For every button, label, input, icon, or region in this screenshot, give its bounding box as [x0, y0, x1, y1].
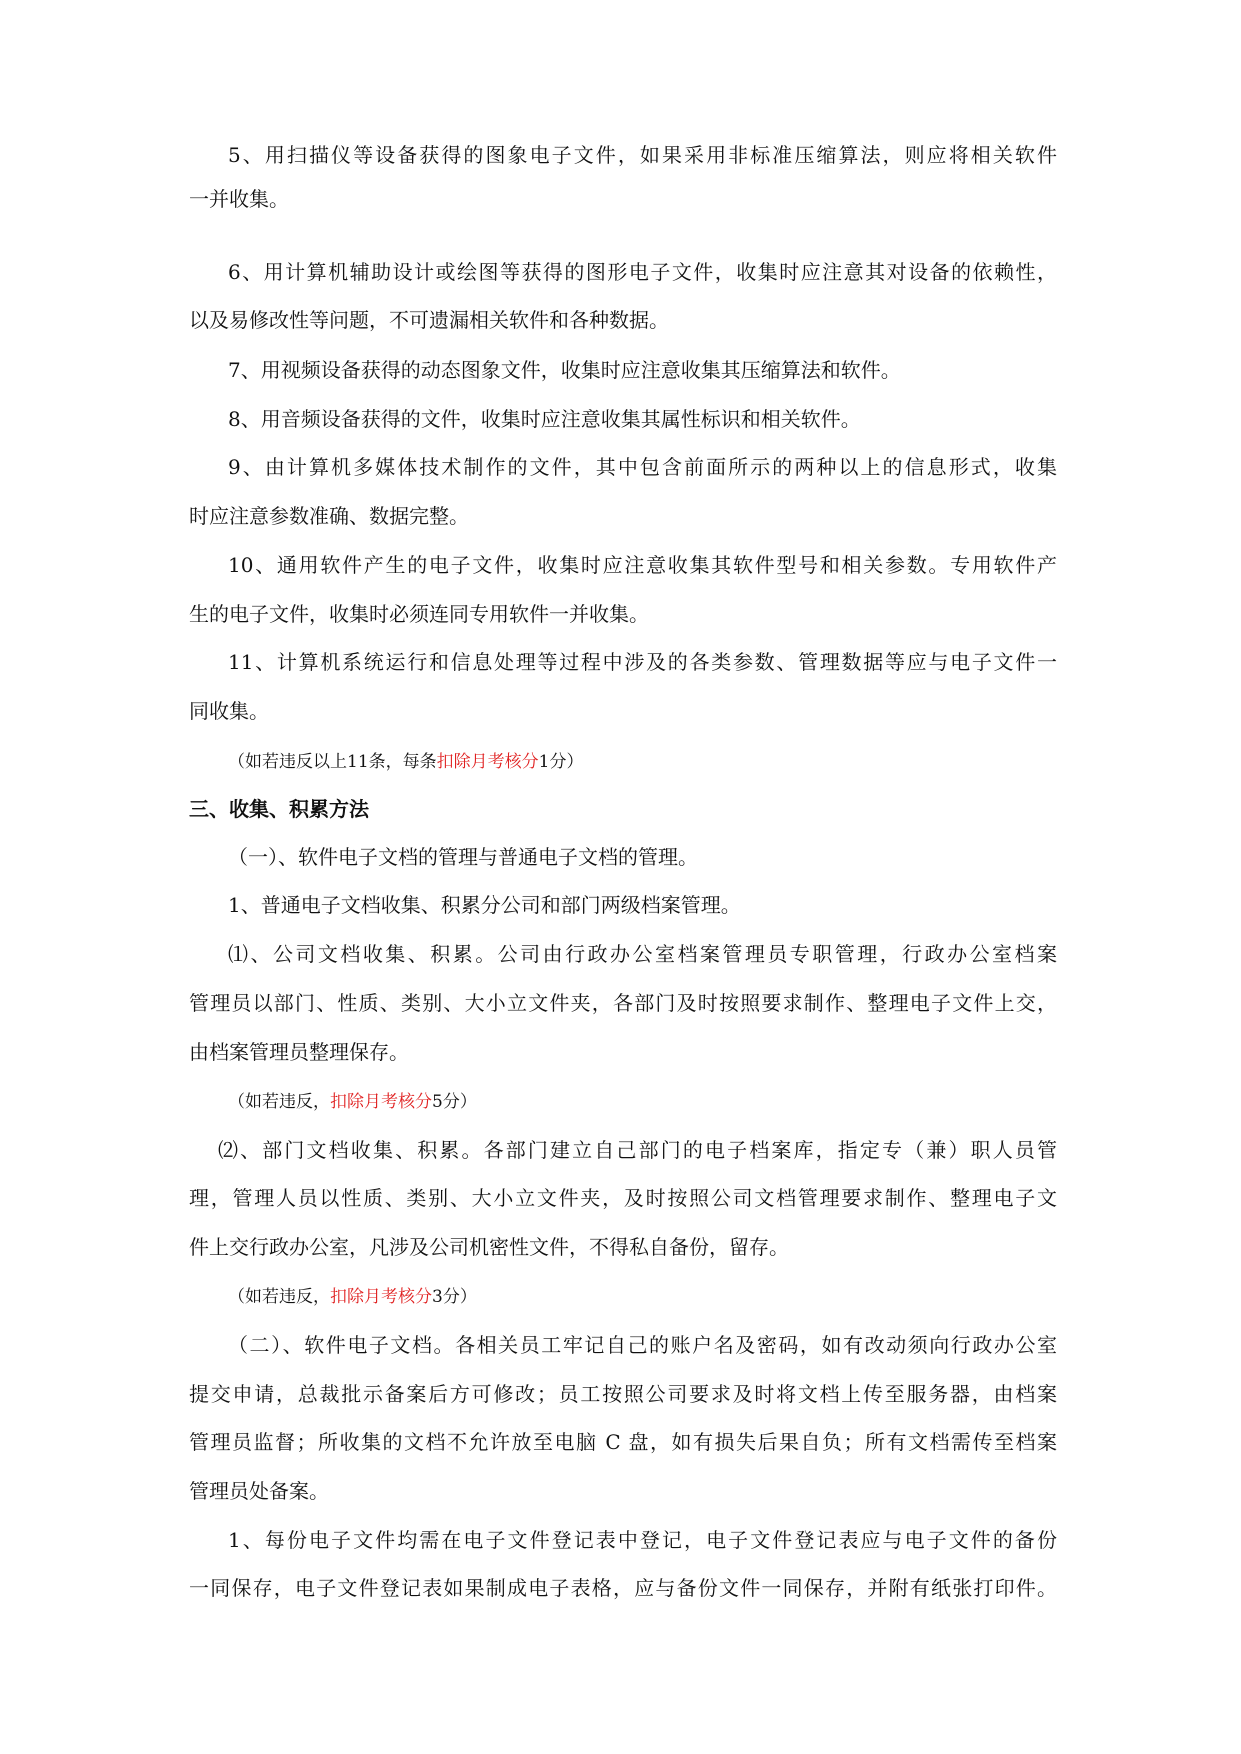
paragraph-line: （二）、软件电子文档。各相关员工牢记自己的账户名及密码，如有改动须向行政办公室 — [228, 1333, 1057, 1357]
note-text: （如若违反， — [228, 1287, 330, 1307]
penalty-note — [228, 748, 1057, 776]
paragraph-line: ⑴、公司文档收集、积累。公司由行政办公室档案管理员专职管理，行政办公室档案 — [228, 942, 1057, 966]
paragraph-line: 5、用扫描仪等设备获得的图象电子文件，如果采用非标准压缩算法，则应将相关软件 — [228, 143, 1057, 167]
paragraph-line: 理，管理人员以性质、类别、大小立文件夹，及时按照公司文档管理要求制作、整理电子文 — [189, 1186, 1057, 1210]
paragraph-line: 1、普通电子文档收集、积累分公司和部门两级档案管理。 — [228, 893, 741, 917]
paragraph-line: 6、用计算机辅助设计或绘图等获得的图形电子文件，收集时应注意其对设备的依赖性， — [228, 260, 1057, 284]
penalty-note — [228, 1283, 1057, 1311]
paragraph-line: 10、通用软件产生的电子文件，收集时应注意收集其软件型号和相关参数。专用软件产 — [228, 553, 1057, 577]
note-text: 3分） — [432, 1287, 477, 1307]
paragraph-line: 件上交行政办公室，凡涉及公司机密性文件，不得私自备份，留存。 — [189, 1235, 789, 1259]
note-text: 5分） — [432, 1092, 477, 1112]
section-heading: 三、收集、积累方法 — [189, 797, 369, 821]
paragraph-line: 由档案管理员整理保存。 — [189, 1040, 409, 1064]
paragraph-line: 同收集。 — [189, 699, 269, 723]
paragraph-line: 管理员处备案。 — [189, 1479, 329, 1503]
paragraph-line: 时应注意参数准确、数据完整。 — [189, 504, 469, 528]
paragraph-line: ⑵、部门文档收集、积累。各部门建立自己部门的电子档案库，指定专（兼）职人员管 — [218, 1138, 1057, 1162]
paragraph-line: 11、计算机系统运行和信息处理等过程中涉及的各类参数、管理数据等应与电子文件一 — [228, 650, 1057, 674]
paragraph-line: 管理员以部门、性质、类别、大小立文件夹，各部门及时按照要求制作、整理电子文件上交， — [189, 991, 1057, 1015]
paragraph-line: 生的电子文件，收集时必须连同专用软件一并收集。 — [189, 602, 649, 626]
note-text: （如若违反， — [228, 1092, 330, 1112]
penalty-highlight: 扣除月考核分 — [330, 1092, 432, 1112]
paragraph-line: 8、用音频设备获得的文件，收集时应注意收集其属性标识和相关软件。 — [228, 407, 861, 431]
paragraph-line: 管理员监督；所收集的文档不允许放至电脑 C 盘，如有损失后果自负；所有文档需传至档案 — [189, 1430, 1057, 1454]
note-text: （如若违反以上11条，每条 — [228, 752, 437, 772]
penalty-note — [228, 1088, 1057, 1116]
paragraph-line: 一同保存，电子文件登记表如果制成电子表格，应与备份文件一同保存，并附有纸张打印件。 — [189, 1576, 1057, 1600]
paragraph-line: 以及易修改性等问题，不可遗漏相关软件和各种数据。 — [189, 308, 669, 332]
penalty-highlight: 扣除月考核分 — [330, 1287, 432, 1307]
paragraph-line: （一）、软件电子文档的管理与普通电子文档的管理。 — [228, 845, 698, 869]
paragraph-line: 一并收集。 — [189, 187, 289, 211]
paragraph-line: 7、用视频设备获得的动态图象文件，收集时应注意收集其压缩算法和软件。 — [228, 358, 901, 382]
note-text: 1分） — [538, 752, 584, 772]
paragraph-line: 9、由计算机多媒体技术制作的文件，其中包含前面所示的两种以上的信息形式，收集 — [228, 455, 1057, 479]
penalty-highlight: 扣除月考核分 — [436, 752, 539, 772]
paragraph-line: 提交申请，总裁批示备案后方可修改；员工按照公司要求及时将文档上传至服务器，由档案 — [189, 1382, 1057, 1406]
paragraph-line: 1、每份电子文件均需在电子文件登记表中登记，电子文件登记表应与电子文件的备份 — [228, 1528, 1057, 1552]
